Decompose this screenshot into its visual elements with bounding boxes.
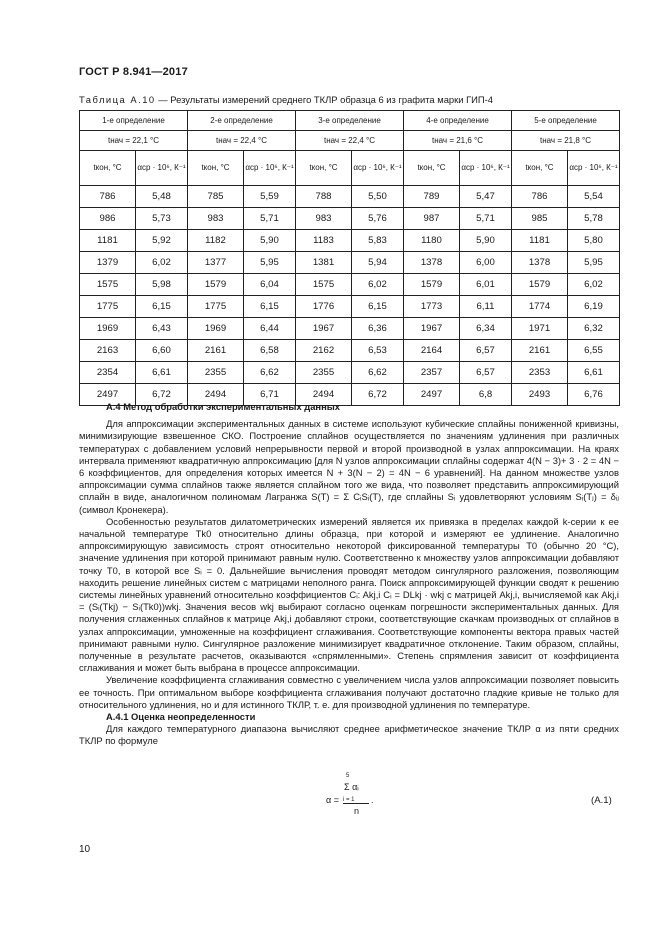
cell-t-end: 2163	[80, 340, 136, 362]
col-header-t-end: tкон, °C	[404, 151, 460, 186]
sum-upper-limit: 5	[346, 773, 350, 779]
cell-t-end: 1971	[512, 318, 568, 340]
cell-t-end: 1182	[188, 230, 244, 252]
document-header-title: ГОСТ Р 8.941—2017	[79, 66, 188, 78]
cell-alpha: 6,36	[352, 318, 404, 340]
cell-alpha: 5,90	[460, 230, 512, 252]
cell-alpha: 6,57	[460, 362, 512, 384]
cell-t-end: 1575	[80, 274, 136, 296]
cell-alpha: 5,94	[352, 252, 404, 274]
col-header-alpha: αср · 10⁶, К⁻¹	[244, 151, 296, 186]
cell-t-end: 2355	[188, 362, 244, 384]
cell-alpha: 6,76	[568, 384, 620, 406]
cell-alpha: 5,50	[352, 186, 404, 208]
cell-t-end: 2353	[512, 362, 568, 384]
formula-label: (А.1)	[591, 795, 612, 806]
table-caption-text: — Результаты измерений среднего ТКЛР образца 6 из графита марки ГИП-4	[158, 94, 493, 105]
cell-alpha: 6,62	[352, 362, 404, 384]
table-row	[80, 362, 620, 384]
cell-alpha: 5,80	[568, 230, 620, 252]
cell-alpha: 5,90	[244, 230, 296, 252]
formula-numerator: Σ αᵢ	[344, 782, 359, 792]
cell-alpha: 5,83	[352, 230, 404, 252]
cell-t-end: 2164	[404, 340, 460, 362]
cell-alpha: 5,48	[136, 186, 188, 208]
table-row	[80, 296, 620, 318]
cell-t-end: 1180	[404, 230, 460, 252]
table-caption	[79, 94, 493, 105]
cell-t-end: 785	[188, 186, 244, 208]
section-heading-a4: А.4 Метод обработки экспериментальных данных	[106, 401, 340, 412]
cell-alpha: 6,34	[460, 318, 512, 340]
col-header-t-end: tкон, °C	[80, 151, 136, 186]
cell-t-end: 1967	[296, 318, 352, 340]
cell-alpha: 6,02	[568, 274, 620, 296]
cell-alpha: 5,59	[244, 186, 296, 208]
cell-t-end: 2493	[512, 384, 568, 406]
cell-alpha: 5,47	[460, 186, 512, 208]
cell-t-end: 786	[512, 186, 568, 208]
table-row	[80, 208, 620, 230]
table-row	[80, 230, 620, 252]
paragraph-uncertainty: Для каждого температурного диапазона вычисляют среднее арифметическое значение ТКЛР α из пяти средних ТКЛР по формуле	[79, 723, 619, 747]
cell-alpha: 6,58	[244, 340, 296, 362]
cell-alpha: 6,11	[460, 296, 512, 318]
cell-t-end: 2354	[80, 362, 136, 384]
cell-t-end: 788	[296, 186, 352, 208]
cell-t-end: 1579	[512, 274, 568, 296]
col-header-alpha: αср · 10⁶, К⁻¹	[568, 151, 620, 186]
section-heading-a41: А.4.1 Оценка неопределенности	[106, 711, 256, 723]
cell-t-end: 987	[404, 208, 460, 230]
cell-t-end: 2497	[80, 384, 136, 406]
cell-t-end: 1378	[404, 252, 460, 274]
group-header: 4-е определение	[404, 111, 512, 131]
col-header-alpha: αср · 10⁶, К⁻¹	[460, 151, 512, 186]
cell-t-end: 1967	[404, 318, 460, 340]
group-header: 2-е определение	[188, 111, 296, 131]
cell-alpha: 6,71	[244, 384, 296, 406]
sum-lower-limit: i = 1	[343, 797, 355, 803]
cell-alpha: 5,71	[244, 208, 296, 230]
table-row	[80, 318, 620, 340]
start-temp: tнач = 22,4 °C	[296, 131, 404, 151]
cell-alpha: 6,62	[244, 362, 296, 384]
col-header-t-end: tкон, °C	[296, 151, 352, 186]
cell-t-end: 1775	[188, 296, 244, 318]
group-header: 5-е определение	[512, 111, 620, 131]
formula-denominator: n	[354, 806, 360, 816]
table-row	[80, 340, 620, 362]
cell-t-end: 1776	[296, 296, 352, 318]
cell-alpha: 5,78	[568, 208, 620, 230]
col-header-alpha: αср · 10⁶, К⁻¹	[136, 151, 188, 186]
results-table	[79, 110, 620, 406]
cell-t-end: 1579	[188, 274, 244, 296]
table-row	[80, 274, 620, 296]
cell-alpha: 6,15	[136, 296, 188, 318]
cell-t-end: 1381	[296, 252, 352, 274]
cell-t-end: 1774	[512, 296, 568, 318]
cell-alpha: 5,71	[460, 208, 512, 230]
cell-alpha: 5,95	[568, 252, 620, 274]
cell-alpha: 5,95	[244, 252, 296, 274]
formula-a1	[79, 765, 619, 835]
cell-t-end: 983	[296, 208, 352, 230]
col-header-t-end: tкон, °C	[512, 151, 568, 186]
cell-t-end: 1969	[80, 318, 136, 340]
cell-t-end: 2161	[188, 340, 244, 362]
table-row	[80, 252, 620, 274]
cell-t-end: 1775	[80, 296, 136, 318]
paragraph-dilatometric: Особенностью результатов дилатометрических измерений является их привязка в пределах каждой k-серии к ее начальной температуре Tk0 относительно длины образца, при которой и измеряют ее удлинение. Аналогично аппроксимирующую зависимость строят относительно некоторой фиксированной температуры T0 (обычно 20 °C), значение удлинения при которой принимают равным нулю. Соответственно к множеству узлов аппроксимации добавляют точку T0, в которой все Sᵢ = 0. Дальнейшие вычисления проводят методом сингулярного разложения, позволяющим находить решение линейных систем с матрицами неполного ранга. Поиск аппроксимирующей функции сводят к решению системы линейных уравнений относительно коэффициентов Cᵢ: Akj,i Cᵢ = DLkj · wkj с матрицей Akj,i, вычисляемой как Akj,i = (Sᵢ(Tkj) − Sᵢ(Tk0))wkj. Значения весов wkj выбирают согласно оценкам погрешности экспериментальных данных. Для получения сглаженных сплайнов к матрице Akj,i добавляют строки, соответствующие скачкам производных от сплайнов в узлах аппроксимации, умноженные на коэффициент сглаживания. Соответствующие компоненты вектора правых частей принимают равными нулю. Сингулярное разложение минимизирует квадратичное отклонение. Таким образом, сплайны, полученные в результате расчетов, оказываются «спрямленными». Степень спрямления зависит от коэффициента сглаживания и может быть выбрана в процессе аппроксимации.	[79, 515, 619, 674]
cell-t-end: 985	[512, 208, 568, 230]
cell-t-end: 1379	[80, 252, 136, 274]
cell-alpha: 6,00	[460, 252, 512, 274]
section-body	[79, 401, 619, 748]
formula-tail: .	[371, 795, 374, 805]
cell-t-end: 1773	[404, 296, 460, 318]
group-header: 3-е определение	[296, 111, 404, 131]
cell-t-end: 1377	[188, 252, 244, 274]
cell-t-end: 1579	[404, 274, 460, 296]
cell-alpha: 6,72	[352, 384, 404, 406]
cell-t-end: 986	[80, 208, 136, 230]
cell-alpha: 5,73	[136, 208, 188, 230]
table-caption-label: Таблица А.10	[79, 94, 156, 105]
cell-alpha: 6,53	[352, 340, 404, 362]
cell-t-end: 2162	[296, 340, 352, 362]
cell-alpha: 6,55	[568, 340, 620, 362]
cell-alpha: 6,32	[568, 318, 620, 340]
cell-alpha: 5,54	[568, 186, 620, 208]
cell-alpha: 6,15	[244, 296, 296, 318]
cell-alpha: 6,44	[244, 318, 296, 340]
cell-alpha: 5,92	[136, 230, 188, 252]
cell-alpha: 6,04	[244, 274, 296, 296]
cell-alpha: 5,76	[352, 208, 404, 230]
start-temp: tнач = 21,8 °C	[512, 131, 620, 151]
cell-alpha: 6,15	[352, 296, 404, 318]
cell-t-end: 2497	[404, 384, 460, 406]
cell-t-end: 1181	[512, 230, 568, 252]
cell-t-end: 2494	[188, 384, 244, 406]
cell-t-end: 2355	[296, 362, 352, 384]
cell-t-end: 1183	[296, 230, 352, 252]
cell-alpha: 6,19	[568, 296, 620, 318]
cell-alpha: 6,61	[136, 362, 188, 384]
cell-alpha: 6,61	[568, 362, 620, 384]
cell-alpha: 6,02	[136, 252, 188, 274]
col-header-alpha: αср · 10⁶, К⁻¹	[352, 151, 404, 186]
paragraph-splines: Для аппроксимации экспериментальных данных в системе используют кубические сплайны пониженной кривизны, минимизирующие взвешенное СКО. Построение сплайнов осуществляется по значениям удлинения при различных температурах с добавлением условий непрерывности первой и второй производной в узлах аппроксимации. На краях интервала применяют квадратичную аппроксимацию [для N узлов аппроксимации сплайны содержат 4(N − 3)+ 3 · 2 = 4N − 6 коэффициентов, для определения которых имеется N + 3(N − 2) = 4N − 6 уравнений]. На данном множестве узлов аппроксимации сумма сплайнов также является сплайном того же вида, что позволяет представить аппроксимирующий сплайн в виде, аналогичном полиномам Лагранжа S(T) = Σ CᵢSᵢ(T), где сплайны Sᵢ удовлетворяют условиям Sᵢ(Tⱼ) = δᵢⱼ (символ Кронекера).	[79, 418, 619, 515]
cell-t-end: 789	[404, 186, 460, 208]
formula-lhs: α =	[326, 795, 339, 805]
cell-alpha: 6,43	[136, 318, 188, 340]
cell-t-end: 1575	[296, 274, 352, 296]
cell-alpha: 6,57	[460, 340, 512, 362]
start-temp: tнач = 22,4 °C	[188, 131, 296, 151]
group-header: 1-е определение	[80, 111, 188, 131]
start-temp: tнач = 21,6 °C	[404, 131, 512, 151]
cell-alpha: 6,8	[460, 384, 512, 406]
cell-alpha: 6,72	[136, 384, 188, 406]
cell-t-end: 786	[80, 186, 136, 208]
col-header-t-end: tкон, °C	[188, 151, 244, 186]
cell-alpha: 6,01	[460, 274, 512, 296]
cell-alpha: 6,60	[136, 340, 188, 362]
cell-t-end: 1378	[512, 252, 568, 274]
cell-t-end: 1181	[80, 230, 136, 252]
cell-t-end: 2357	[404, 362, 460, 384]
cell-alpha: 6,02	[352, 274, 404, 296]
paragraph-smoothing: Увеличение коэффициента сглаживания совместно с увеличением числа узлов аппроксимации позволяет повысить ее точность. При оптимальном выборе коэффициента сглаживания получают достаточно гладкие кривые не только для относительного удлинения, но и для истинного ТКЛР, т. е. для производной удлинения по температуре.	[79, 674, 619, 710]
table-row	[80, 186, 620, 208]
cell-t-end: 1969	[188, 318, 244, 340]
cell-t-end: 2161	[512, 340, 568, 362]
page-number: 10	[79, 844, 91, 855]
cell-alpha: 5,98	[136, 274, 188, 296]
cell-t-end: 983	[188, 208, 244, 230]
start-temp: tнач = 22,1 °C	[80, 131, 188, 151]
cell-t-end: 2494	[296, 384, 352, 406]
